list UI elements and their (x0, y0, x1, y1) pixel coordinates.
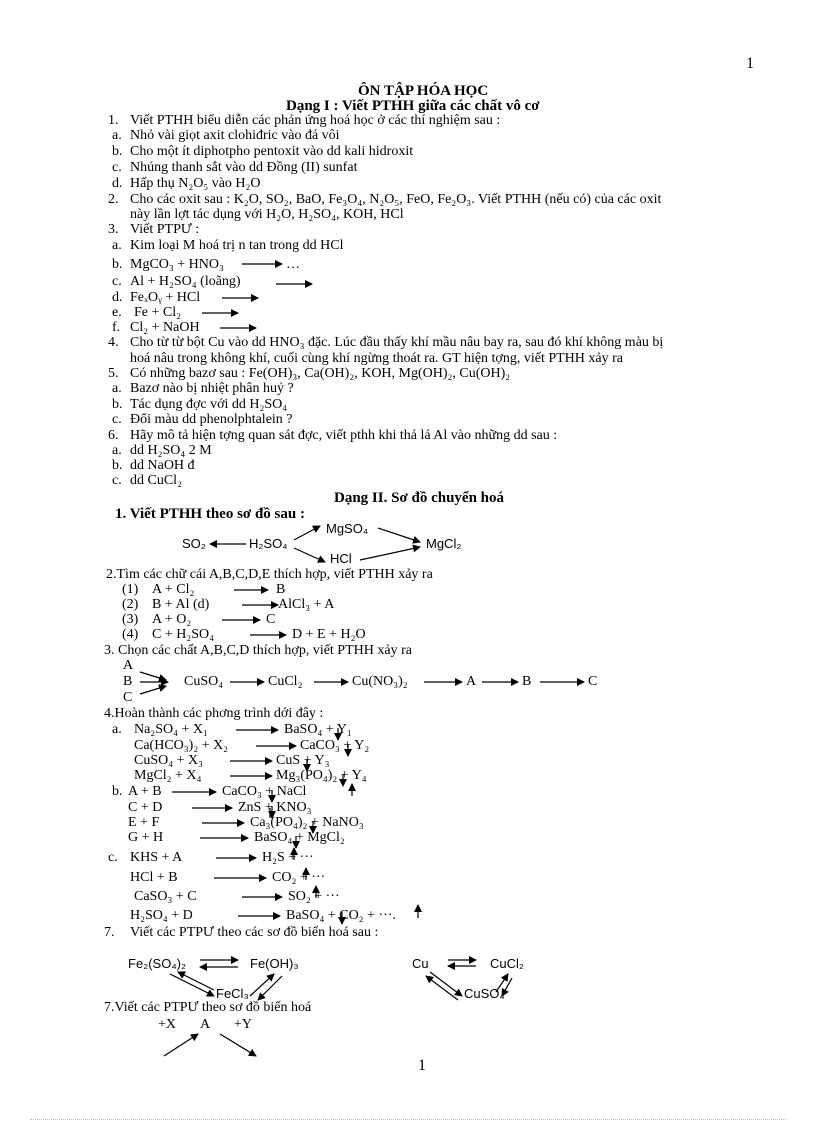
q3-text: Viết PTPƯ : (130, 222, 200, 237)
section1-heading: Dạng I : Viết PTHH giữa các chất vô cơ (286, 98, 540, 114)
q5-text: Có những bazơ sau : Fe(OH)₃, Ca(OH)₂, KOH, Mg(OH)₂, Cu(OH)₂ (130, 366, 511, 381)
s2q3-text: 3. Chọn các chất A,B,C,D thích hợp, viết PTHH xảy ra (104, 643, 412, 658)
node-cu: Cu (412, 956, 429, 971)
q1-b-text: Cho một ít diphotpho pentoxit vào dd kali hidroxit (130, 144, 414, 159)
s2q2-row3-left: A + O₂ (152, 612, 192, 627)
s2q4-b1-left: A + B (128, 784, 162, 799)
s2q4-c1-left: KHS + A (130, 850, 183, 865)
s2q7b-x: +X (158, 1017, 177, 1032)
q2-line2: này lần lợt tác dụng với H₂O, H₂SO₄, KOH, HCl (130, 207, 404, 222)
s2q3-n5: B (522, 674, 532, 689)
s2q4-a2-right: CaCO₃ + Y₂ (300, 738, 370, 753)
q3-number: 3. (108, 222, 119, 237)
q3-e-key: e. (112, 305, 122, 320)
q1-a-text: Nhỏ vài giọt axit clohiđric vào đá vôi (130, 128, 340, 143)
s2q4-a1-left: Na₂SO₄ + X₁ (134, 722, 208, 737)
node-so2: SO₂ (182, 536, 206, 551)
q1-d-key: d. (112, 176, 123, 191)
s2q1-text: 1. Viết PTHH theo sơ đồ sau : (115, 506, 305, 522)
q1-a-key: a. (112, 128, 122, 143)
s2q3-n2: CuCl₂ (268, 674, 303, 689)
s2q4-a3-right: CuS + Y₃ (276, 753, 330, 768)
s2q4-b4-right: BaSO₄ + MgCl₂ (254, 830, 345, 845)
q6-text: Hãy mô tả hiện tợng quan sát đợc, viết pthh khi thả lá Al vào những dd sau : (130, 428, 558, 443)
page-title: ÔN TẬP HÓA HỌC (358, 83, 489, 99)
s2q4-c3-right: SO₂ + ··· (288, 889, 340, 904)
s2q4-b4-left: G + H (128, 830, 164, 845)
s2q3-n4: A (466, 674, 477, 689)
s2q4-b3-right: Ca₃(PO₄)₂ + NaNO₃ (250, 815, 364, 830)
node-mgso4: MgSO₄ (326, 521, 369, 536)
s2q7b-a: A (200, 1017, 211, 1032)
s2q3-b: B (123, 674, 133, 689)
s2q2-row1-right: B (276, 582, 286, 597)
s2q4-a2-left: Ca(HCO₃)₂ + X₂ (134, 738, 229, 753)
node-cucl2: CuCl₂ (490, 956, 524, 971)
s2q7-number: 7. (104, 925, 115, 940)
q5-number: 5. (108, 366, 119, 381)
s2q4-a-key: a. (112, 722, 122, 737)
s2q7-text: Viết các PTPƯ theo các sơ đồ biến hoá sau : (130, 925, 379, 940)
q3-a-text: Kim loại M hoá trị n tan trong dd HCl (130, 238, 344, 253)
q6-number: 6. (108, 428, 119, 443)
q5-c-text: Đổi màu dd phenolphtalein ? (130, 412, 293, 427)
q6-c-text: dd CuCl₂ (130, 473, 182, 488)
s2q4-a4-right: Mg₃(PO₄)₂ + Y₄ (276, 768, 367, 783)
q5-b-key: b. (112, 397, 123, 412)
page-border-dotted (30, 1119, 786, 1120)
q2-number: 2. (108, 192, 119, 207)
node-cuso4: CuSO₄ (464, 986, 505, 1001)
s2q2-row1-key: (1) (122, 582, 139, 597)
q4-number: 4. (108, 335, 119, 350)
node-h2so4: H₂SO₄ (249, 536, 288, 551)
q3-e-text: Fe + Cl₂ (134, 305, 182, 320)
s2q4-b2-left: C + D (128, 800, 163, 815)
q1-d-text: Hấp thụ N₂O₅ vào H₂O (130, 176, 261, 191)
s2q4-c-key: c. (108, 850, 118, 865)
q6-b-text: dd NaOH đ (130, 458, 195, 473)
s2q2-row4-right: D + E + H₂O (292, 627, 366, 642)
s2q4-c4-left: H₂SO₄ + D (130, 908, 193, 923)
s2q3-n6: C (588, 674, 598, 689)
s2q2-row3-key: (3) (122, 612, 139, 627)
q5-a-key: a. (112, 381, 122, 396)
s2q2-row4-key: (4) (122, 627, 139, 642)
s2q7b-text: 7.Viết các PTPƯ theo sơ đồ biến hoá (104, 1000, 312, 1015)
q5-c-key: c. (112, 412, 122, 427)
q6-b-key: b. (112, 458, 123, 473)
s2q2-text: 2.Tìm các chữ cái A,B,C,D,E thích hợp, viết PTHH xảy ra (106, 567, 433, 582)
q6-c-key: c. (112, 473, 122, 488)
q5-a-text: Bazơ nào bị nhiệt phân huỷ ? (130, 381, 294, 396)
q2-line1: Cho các oxit sau : K₂O, SO₂, BaO, Fe₃O₄, N₂O₅, FeO, Fe₂O₃. Viết PTHH (nếu có) của các oxit (130, 192, 662, 207)
s2q3-n1: CuSO₄ (184, 674, 224, 689)
s2q4-a3-left: CuSO₄ + X₃ (134, 753, 204, 768)
s2q4-c2-right: CO₂ + ··· (272, 870, 326, 885)
page-number-bottom: 1 (418, 1057, 426, 1074)
s2q3-c: C (123, 690, 133, 705)
q3-b-tail: … (286, 257, 300, 272)
s2q4-b1-right: CaCO₃ + NaCl (222, 784, 307, 799)
node-feoh3: Fe(OH)₃ (250, 956, 299, 971)
q3-c-key: c. (112, 274, 122, 289)
s2q2-row4-left: C + H₂SO₄ (152, 627, 215, 642)
q1-b-key: b. (112, 144, 123, 159)
q1-c-key: c. (112, 160, 122, 175)
node-fecl3: FeCl₃ (216, 986, 249, 1001)
q4-line2: hoá nâu trong không khí, cuối cùng khí ngừng thoát ra. GT hiện tợng, viết PTHH xảy ra (130, 351, 623, 366)
section2-heading: Dạng II. Sơ đồ chuyển hoá (334, 490, 505, 506)
q3-d-text: FeₓOᵧ + HCl (130, 290, 201, 305)
q3-a-key: a. (112, 238, 122, 253)
s2q4-c4-right: BaSO₄ + CO₂ + ···. (286, 908, 396, 923)
s2q4-a4-left: MgCl₂ + X₄ (134, 768, 202, 783)
q5-b-text: Tác dụng đợc với dd H₂SO₄ (130, 397, 288, 412)
s2q4-c3-left: CaSO₃ + C (134, 889, 197, 904)
q3-c-text: Al + H₂SO₄ (loãng) (130, 274, 241, 289)
node-hcl: HCl (330, 551, 352, 566)
page-number-top: 1 (746, 55, 754, 72)
s2q4-b3-left: E + F (128, 815, 160, 830)
q3-b-key: b. (112, 257, 123, 272)
s2q4-a1-right: BaSO₄ + Y₁ (284, 722, 352, 737)
q3-f-key: f. (112, 320, 121, 335)
s2q4-text: 4.Hoàn thành các phơng trình dới đây : (104, 706, 324, 721)
node-fe2so43: Fe₂(SO₄)₂ (128, 956, 187, 971)
q3-d-key: d. (112, 290, 123, 305)
s2q2-row1-left: A + Cl₂ (152, 582, 195, 597)
s2q2-row2-left: B + Al (d) (152, 597, 210, 612)
s2q4-c2-left: HCl + B (130, 870, 178, 885)
s2q2-row3-right: C (266, 612, 276, 627)
s2q3-n3: Cu(NO₃)₂ (352, 674, 408, 689)
q1-text: Viết PTHH biểu diễn các phản ứng hoá học ở các thí nghiệm sau : (130, 113, 501, 128)
s2q4-c1-right: H₂S + ··· (262, 850, 314, 865)
q6-a-text: dd H₂SO₄ 2 M (130, 443, 212, 458)
node-mgcl2: MgCl₂ (426, 536, 462, 551)
q1-c-text: Nhúng thanh sắt vào dd Đồng (II) sunfat (130, 160, 358, 175)
q1-number: 1. (108, 113, 119, 128)
s2q4-b-key: b. (112, 784, 123, 799)
s2q7b-y: +Y (234, 1017, 253, 1032)
q3-f-text: Cl₂ + NaOH (130, 320, 200, 335)
s2q3-a: A (123, 658, 134, 673)
q4-line1: Cho từ từ bột Cu vào dd HNO₃ đặc. Lúc đầu thấy khí mầu nâu bay ra, sau đó khí không màu bị (130, 335, 664, 350)
s2q4-b2-right: ZnS + KNO₃ (238, 800, 312, 815)
arrow-icon (220, 1034, 256, 1056)
s2q2-row2-right: AlCl₃ + A (278, 597, 335, 612)
s2q2-row2-key: (2) (122, 597, 139, 612)
arrow-icon (164, 1034, 198, 1056)
q3-b-text: MgCO₃ + HNO₃ (130, 257, 224, 272)
q6-a-key: a. (112, 443, 122, 458)
